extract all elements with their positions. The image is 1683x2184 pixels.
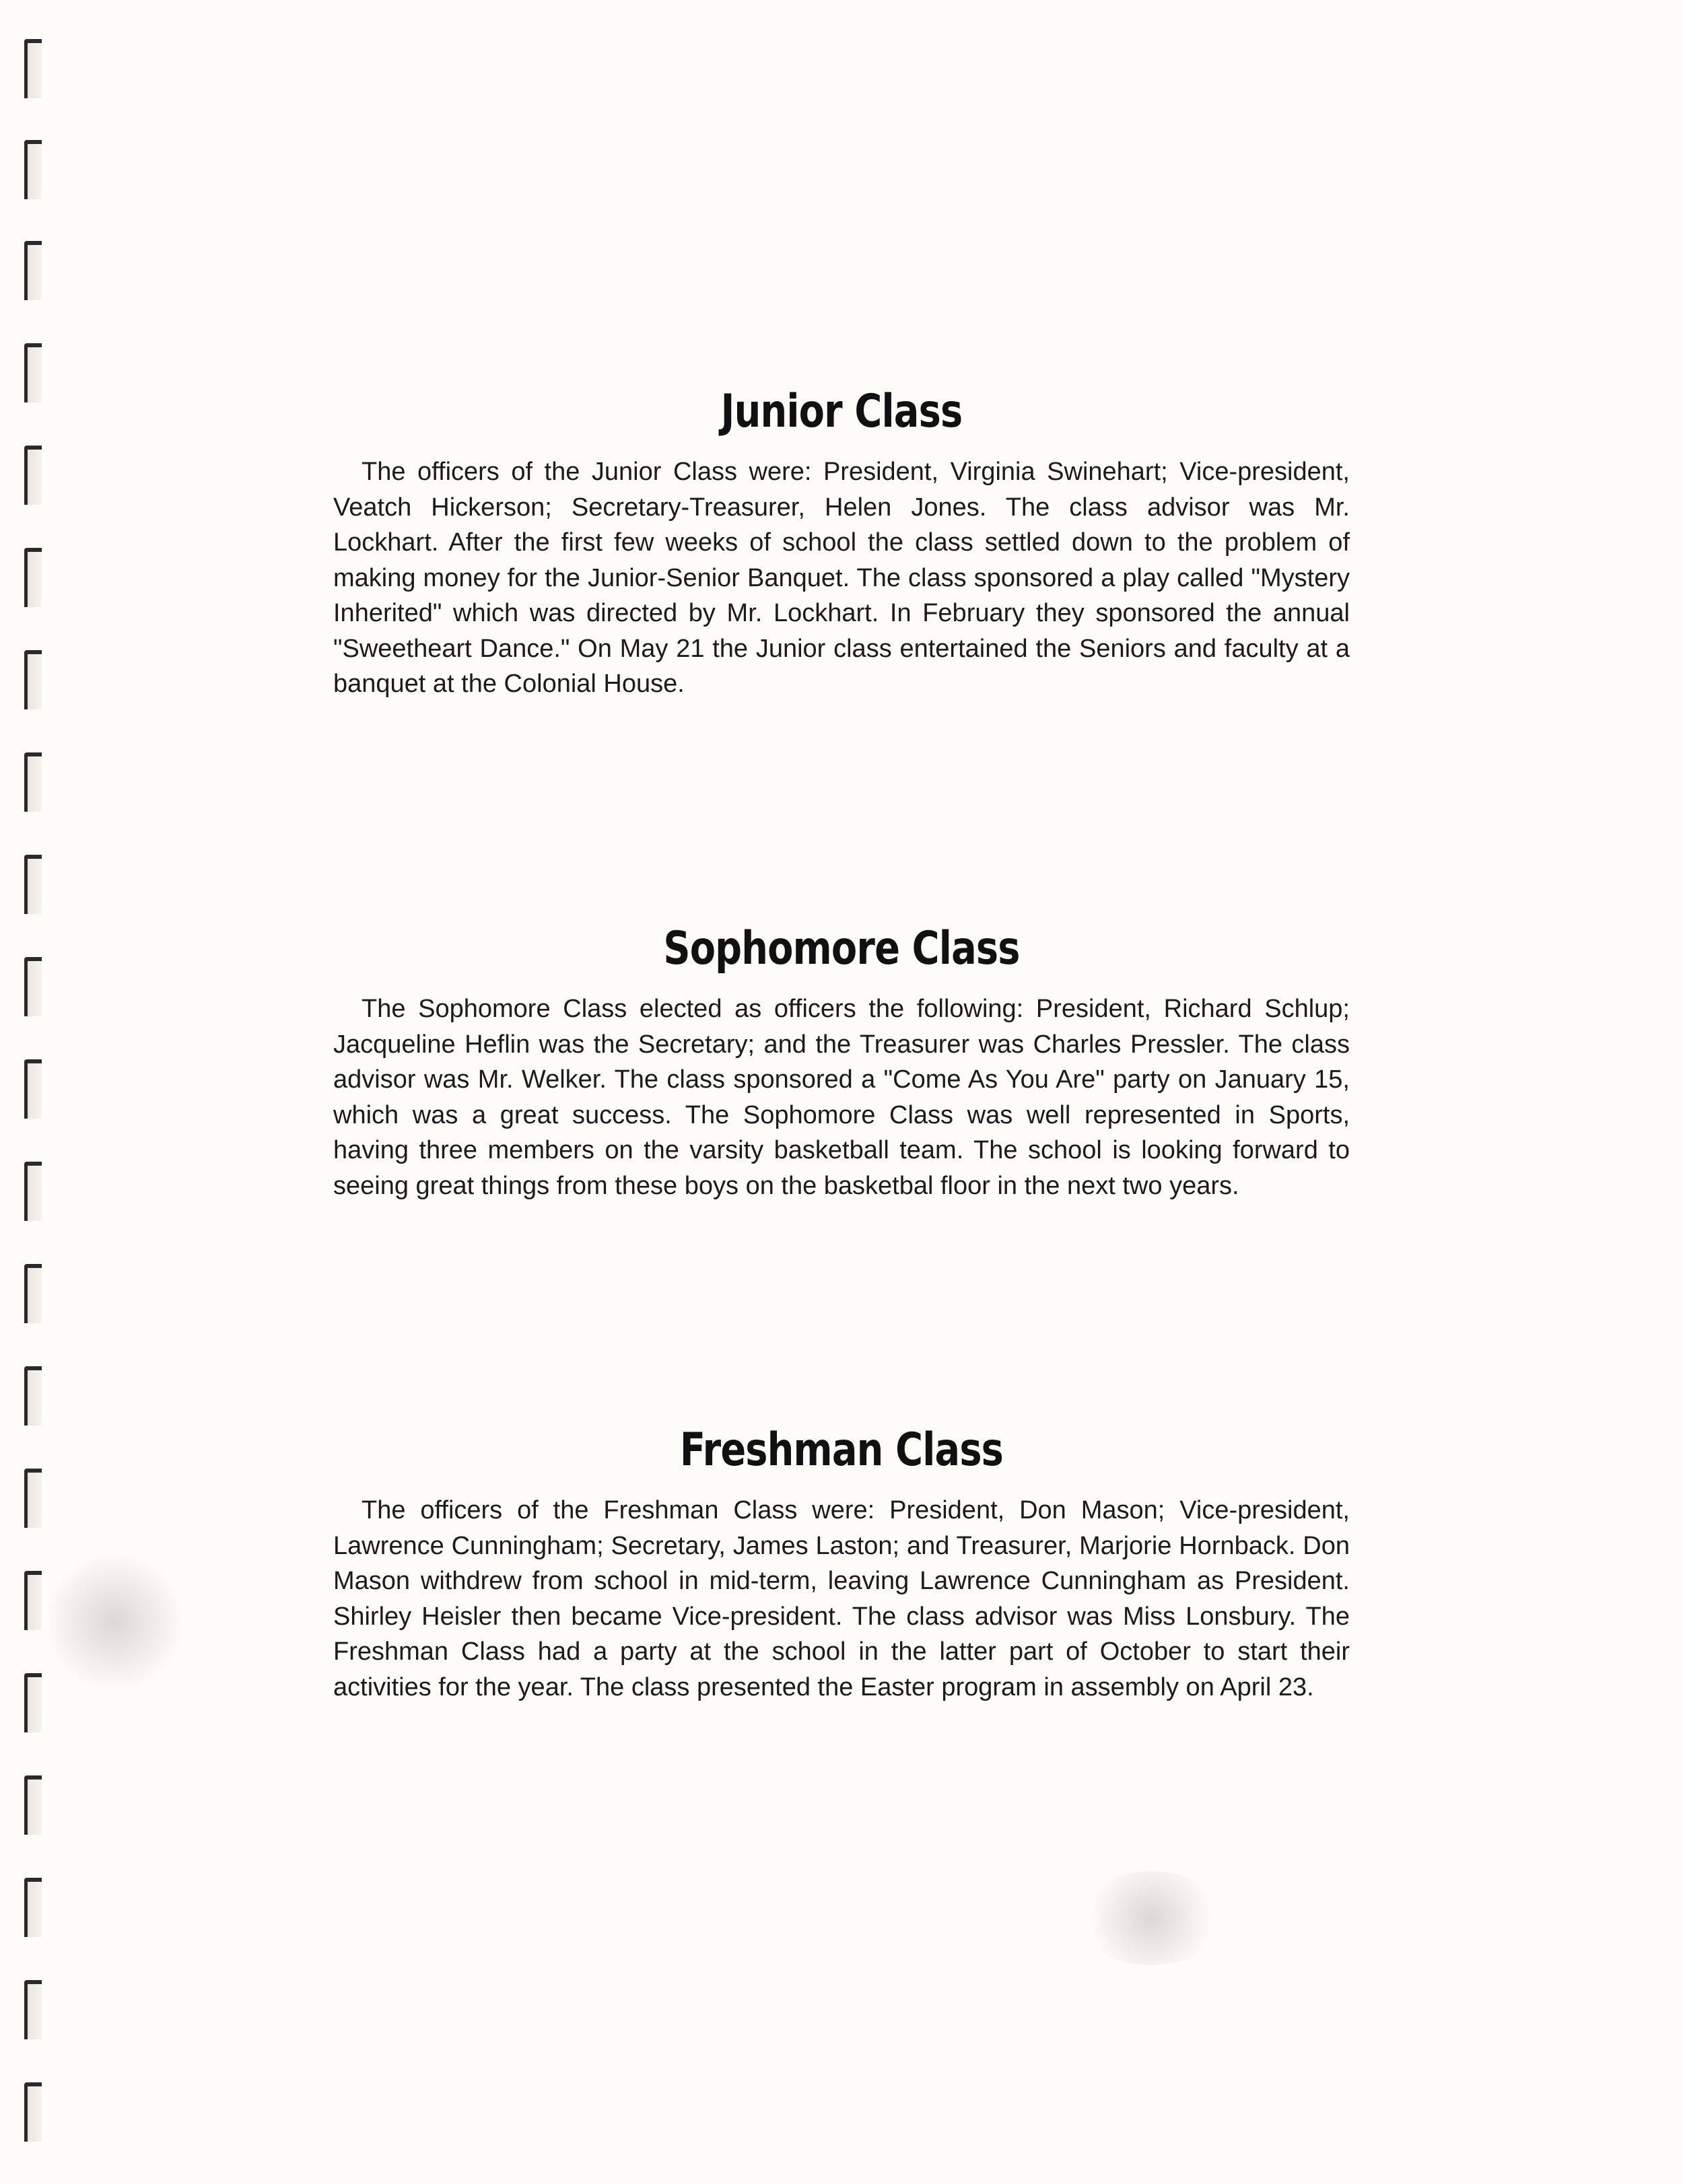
binding-hole bbox=[24, 1878, 42, 1937]
binding-hole bbox=[24, 1469, 42, 1528]
binding-hole bbox=[24, 1980, 42, 2039]
binding-hole bbox=[24, 1059, 42, 1119]
binding-hole bbox=[24, 343, 42, 402]
paper-stain bbox=[1077, 1871, 1225, 1965]
spiral-binding-holes bbox=[0, 0, 61, 2184]
binding-hole bbox=[24, 1366, 42, 1425]
junior-class-section bbox=[333, 385, 1350, 702]
binding-hole bbox=[24, 39, 42, 98]
binding-hole bbox=[24, 548, 42, 607]
section-heading: Junior Class bbox=[720, 385, 963, 438]
paper-stain bbox=[47, 1548, 182, 1696]
section-heading: Freshman Class bbox=[679, 1423, 1004, 1477]
binding-hole bbox=[24, 650, 42, 709]
binding-hole bbox=[24, 2082, 42, 2142]
binding-hole bbox=[24, 446, 42, 505]
freshman-class-section bbox=[333, 1423, 1350, 1705]
section-body: The officers of the Junior Class were: President, Virginia Swinehart; Vice-president, Veatch Hickerson; Secretary-Treasurer, Helen Jones. The class advisor was Mr. Lockhart. After the first few weeks of school the class settled down to the problem of making money for the Junior-Senior Banquet. The class sponsored a play called "Mystery Inherited" which was directed by Mr. Lockhart. In February they sponsored the annual "Sweetheart Dance." On May 21 the Junior class entertained the Seniors and faculty at a banquet at the Colonial House. bbox=[333, 458, 1350, 698]
binding-hole bbox=[24, 1571, 42, 1630]
binding-hole bbox=[24, 1673, 42, 1732]
sophomore-class-section bbox=[333, 922, 1350, 1203]
binding-hole bbox=[24, 957, 42, 1016]
section-body: The Sophomore Class elected as officers the following: President, Richard Schlup; Jacqueline Heflin was the Secretary; and the Treasurer was Charles Pressler. The class advisor was Mr. Welker. The class sponsored a "Come As You Are" party on January 15, which was a great success. The Sophomore Class was well represented in Sports, having three members on the varsity basketball team. The school is looking forward to seeing great things from these boys on the basketbal floor in the next two years. bbox=[333, 995, 1350, 1200]
binding-hole bbox=[24, 855, 42, 914]
binding-hole bbox=[24, 241, 42, 300]
binding-hole bbox=[24, 752, 42, 812]
binding-hole bbox=[24, 1264, 42, 1323]
binding-hole bbox=[24, 1775, 42, 1835]
binding-hole bbox=[24, 140, 42, 199]
binding-hole bbox=[24, 1162, 42, 1221]
section-heading: Sophomore Class bbox=[663, 922, 1020, 975]
section-body: The officers of the Freshman Class were: President, Don Mason; Vice-president, Lawrence Cunningham; Secretary, James Laston; and Treasurer, Marjorie Hornback. Don Mason withdrew from school in mid-term, leaving Lawrence Cunningham as President. Shirley Heisler then became Vice-president. The class advisor was Miss Lonsbury. The Freshman Class had a party at the school in the latter part of October to start their activities for the year. The class presented the Easter program in assembly on April 23. bbox=[333, 1496, 1350, 1701]
